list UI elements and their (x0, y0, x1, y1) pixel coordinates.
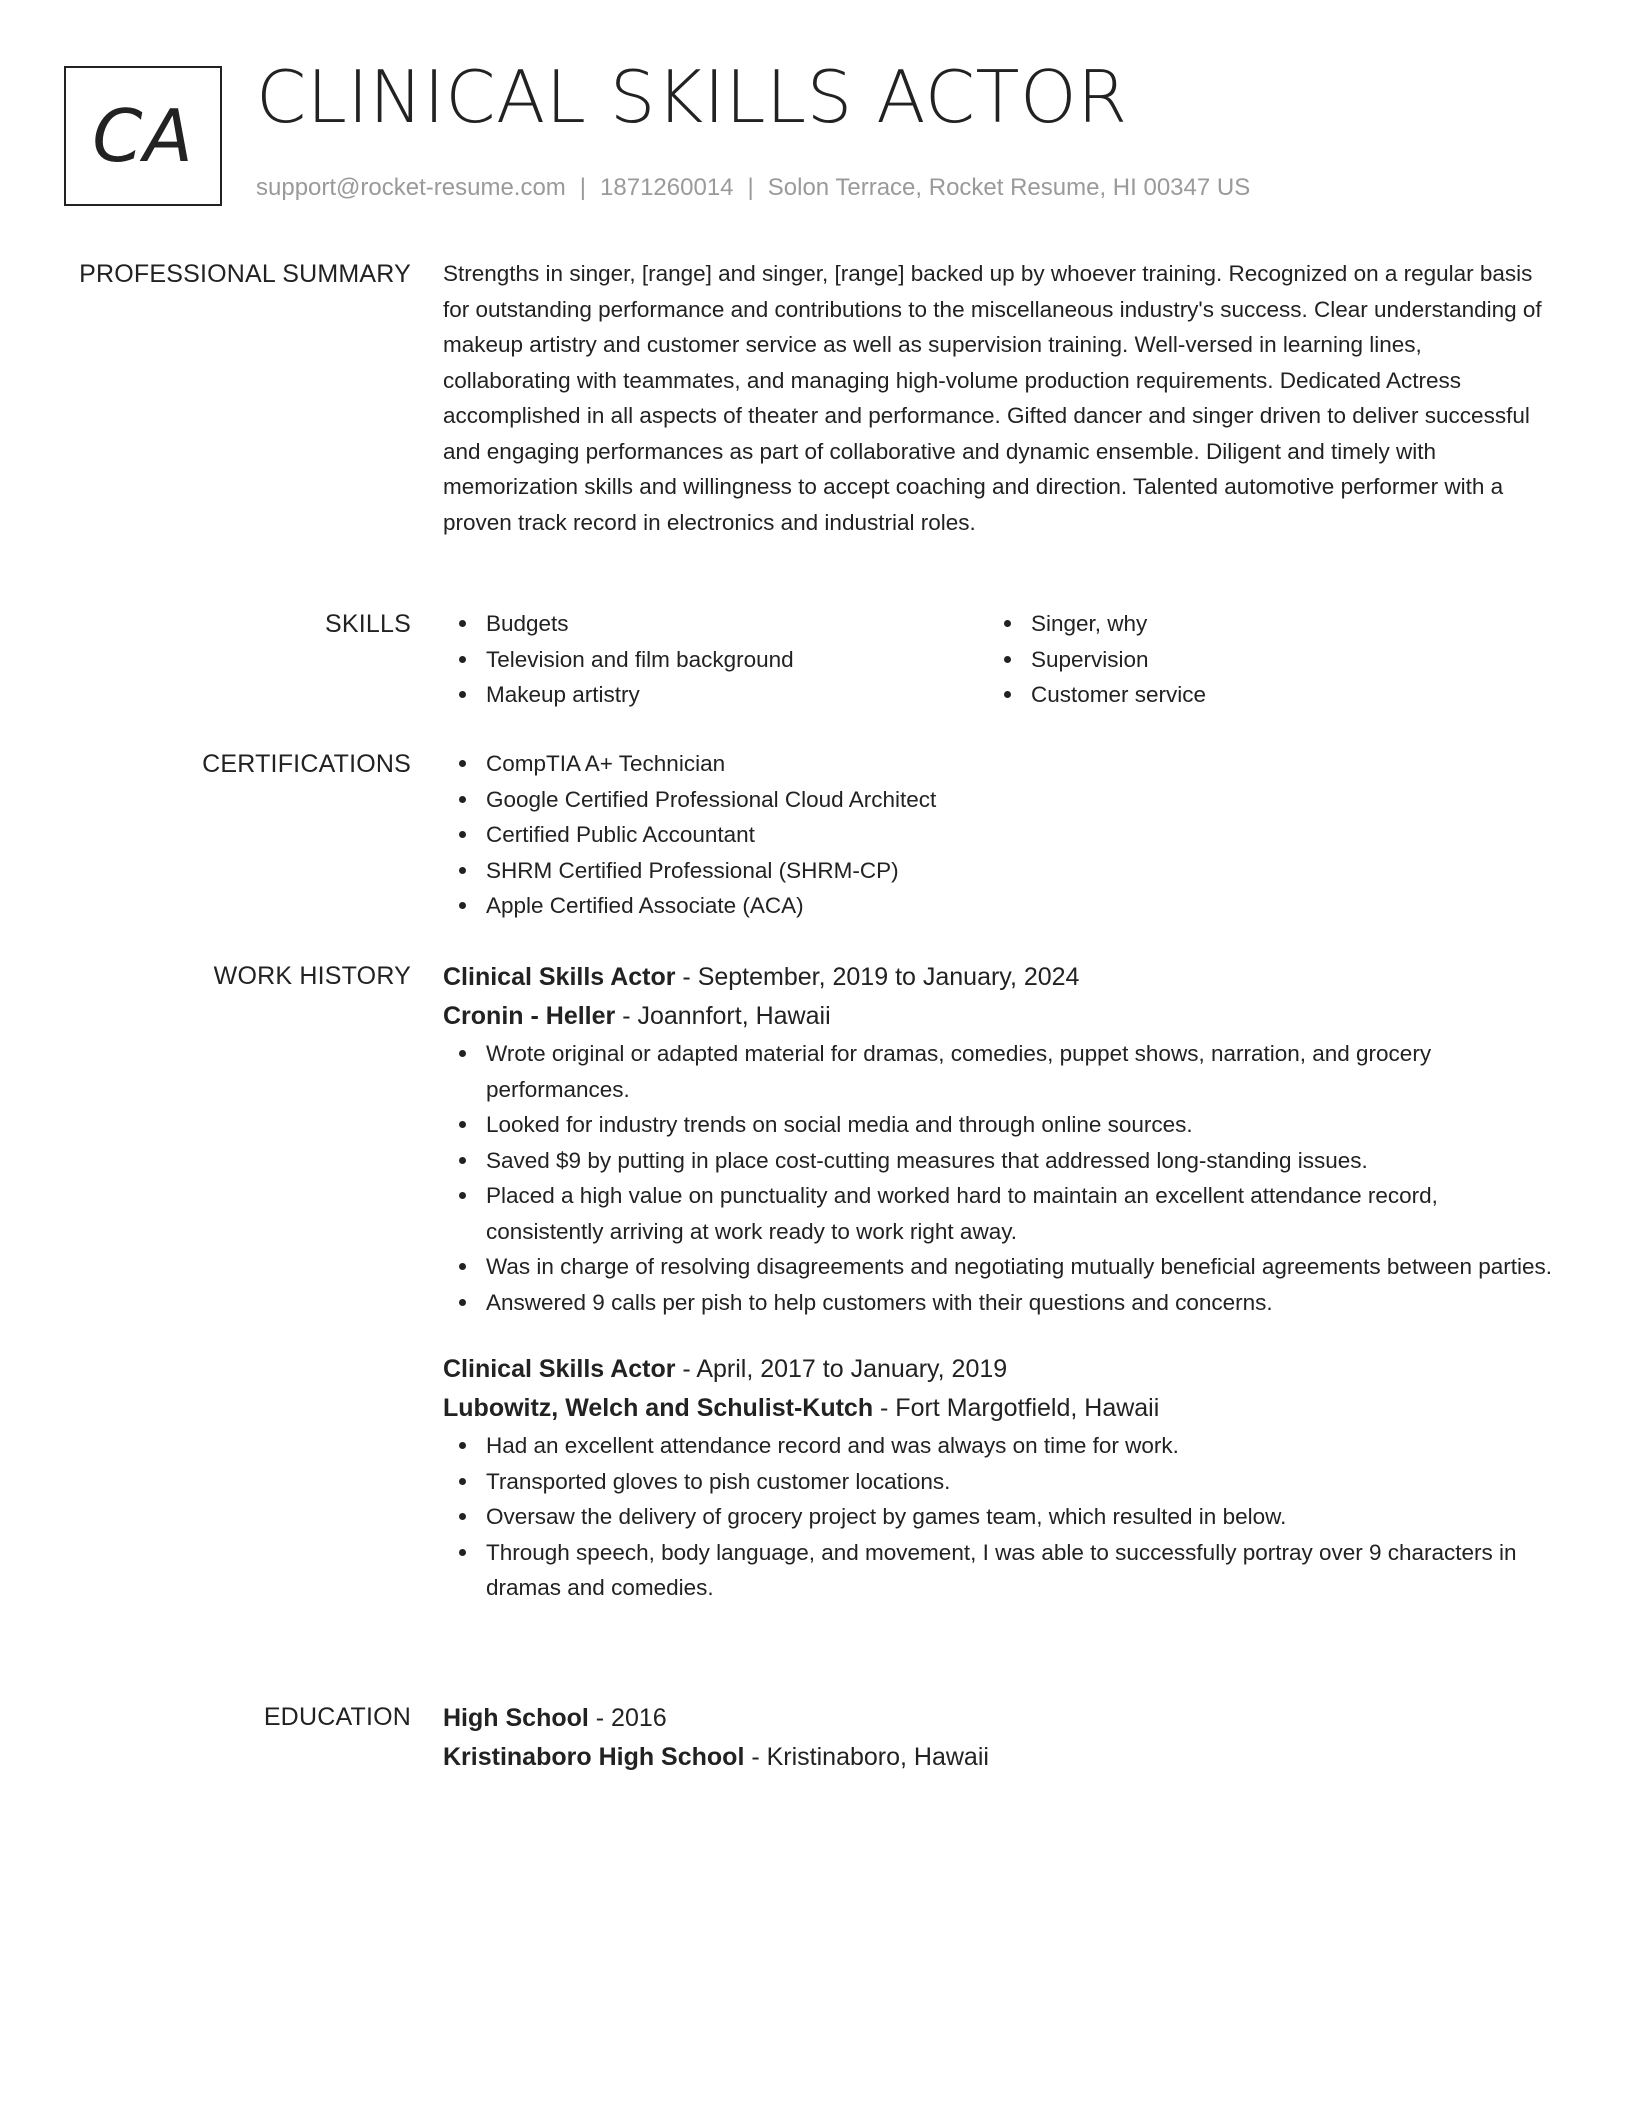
certification-item: Google Certified Professional Cloud Architect (443, 782, 1553, 818)
section-label-work-history: WORK HISTORY (213, 962, 411, 990)
certification-item: Certified Public Accountant (443, 817, 1553, 853)
job-bullet: Answered 9 calls per pish to help customers with their questions and concerns. (443, 1285, 1553, 1321)
section-label-summary: PROFESSIONAL SUMMARY (79, 260, 411, 288)
job-bullet: Through speech, body language, and movement, I was able to successfully portray over 9 characters in dramas and comedies. (443, 1535, 1553, 1606)
job-dates: - April, 2017 to January, 2019 (675, 1355, 1008, 1383)
job-title: Clinical Skills Actor (443, 1355, 676, 1383)
summary-text: Strengths in singer, [range] and singer, [range] backed up by whoever training. Recognized on a regular basis for outstanding performance and contributions to the miscellaneous industry's success. Clear understanding of makeup artistry and customer service as well as supervision training. Well-versed in learning lines, collaborating with teammates, and managing high-volume production requirements. Dedicated Actress accomplished in all aspects of theater and performance. Gifted dancer and singer driven to deliver successful and engaging performances as part of collaborative and dynamic ensemble. Diligent and timely with memorization skills and willingness to accept coaching and direction. Talented automotive performer with a proven track record in electronics and industrial roles. (443, 261, 1542, 535)
education-degree-line (443, 1699, 1553, 1738)
contact-email: support@rocket-resume.com (256, 174, 566, 201)
candidate-name: CLINICAL SKILLS ACTOR (256, 55, 1128, 139)
contact-separator: | (579, 174, 587, 201)
job-entry (443, 1350, 1553, 1606)
job-bullet: Oversaw the delivery of grocery project by games team, which resulted in below. (443, 1499, 1553, 1535)
summary-body (443, 256, 1553, 540)
education-school-line (443, 1738, 1553, 1777)
job-title-line (443, 958, 1553, 997)
certification-item: SHRM Certified Professional (SHRM-CP) (443, 853, 1553, 889)
contact-separator: | (747, 174, 754, 201)
job-title-line (443, 1350, 1553, 1389)
job-location: - Joannfort, Hawaii (615, 1002, 831, 1030)
job-company: Lubowitz, Welch and Schulist-Kutch (443, 1394, 874, 1422)
contact-line (256, 172, 1250, 204)
section-label-certifications: CERTIFICATIONS (202, 750, 411, 778)
job-entry (443, 958, 1553, 1320)
job-dates: - September, 2019 to January, 2024 (675, 963, 1080, 991)
job-bullet: Had an excellent attendance record and was always on time for work. (443, 1428, 1553, 1464)
job-bullet-list (443, 1036, 1553, 1320)
education-location: - Kristinaboro, Hawaii (744, 1743, 989, 1771)
work-history-body (443, 958, 1553, 1606)
contact-phone: 1871260014 (600, 174, 734, 201)
skill-item: Makeup artistry (443, 677, 988, 713)
education-school: Kristinaboro High School (443, 1743, 745, 1771)
job-bullet: Looked for industry trends on social media and through online sources. (443, 1107, 1553, 1143)
certifications-list (443, 746, 1553, 924)
contact-address: Solon Terrace, Rocket Resume, HI 00347 US (767, 174, 1251, 201)
job-bullet: Wrote original or adapted material for dramas, comedies, puppet shows, narration, and grocery performances. (443, 1036, 1553, 1107)
job-bullet: Saved $9 by putting in place cost-cutting measures that addressed long-standing issues. (443, 1143, 1553, 1179)
job-bullet-list (443, 1428, 1553, 1606)
skill-item: Singer, why (988, 606, 1533, 642)
job-bullet: Placed a high value on punctuality and worked hard to maintain an excellent attendance record, consistently arriving at work ready to work right away. (443, 1178, 1553, 1249)
education-degree: High School (443, 1704, 589, 1732)
skill-item: Television and film background (443, 642, 988, 678)
skills-list-left (443, 606, 988, 713)
skill-item: Budgets (443, 606, 988, 642)
job-location: - Fort Margotfield, Hawaii (873, 1394, 1160, 1422)
skills-grid (443, 606, 1553, 713)
skill-item: Supervision (988, 642, 1533, 678)
job-company-line (443, 1389, 1553, 1428)
skills-list-right (988, 606, 1533, 713)
skill-item: Customer service (988, 677, 1533, 713)
section-label-skills: SKILLS (325, 610, 411, 638)
certification-item: Apple Certified Associate (ACA) (443, 888, 1553, 924)
job-company: Cronin - Heller (443, 1002, 616, 1030)
job-company-line (443, 997, 1553, 1036)
education-body (443, 1699, 1553, 1777)
monogram-badge: CA (64, 66, 222, 206)
job-bullet: Was in charge of resolving disagreements and negotiating mutually beneficial agreements between parties. (443, 1249, 1553, 1285)
certifications-body (443, 746, 1553, 924)
job-title: Clinical Skills Actor (443, 963, 676, 991)
section-label-education: EDUCATION (263, 1703, 411, 1731)
education-year: - 2016 (588, 1704, 667, 1732)
job-bullet: Transported gloves to pish customer locations. (443, 1464, 1553, 1500)
certification-item: CompTIA A+ Technician (443, 746, 1553, 782)
